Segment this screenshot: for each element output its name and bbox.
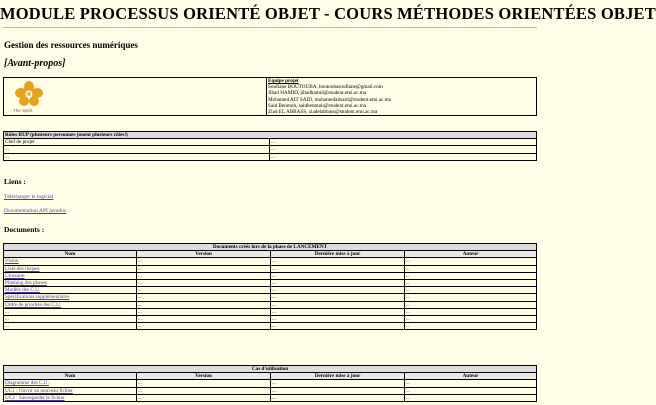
table-row: [4, 301, 537, 308]
use-cases-table-title: Cas d'utilisation: [4, 366, 537, 373]
column-header-nom: Nom: [4, 251, 137, 258]
table-cell: ...: [137, 387, 271, 394]
uc-link-diagramme[interactable]: Diagramme des C.U.: [5, 380, 49, 387]
team-title: Equipe projet: [268, 78, 299, 84]
doc-link-modele-cu[interactable]: Modèle des C.U.: [5, 287, 41, 294]
table-cell: ...: [405, 294, 537, 301]
column-header-auteur: Auteur: [405, 251, 537, 258]
table-cell: ...: [271, 272, 405, 279]
table-cell: ...: [137, 301, 271, 308]
table-cell: ...: [270, 146, 537, 153]
table-cell: ...: [271, 301, 405, 308]
table-cell: Chef de projet: [4, 139, 270, 146]
table-cell: ...: [4, 146, 270, 153]
doc-link-glossaire[interactable]: Glossaire: [5, 272, 25, 279]
table-cell: ...: [405, 380, 537, 387]
column-header-version: Version: [137, 251, 271, 258]
table-cell: ...: [405, 280, 537, 287]
logo-text: The Spirit: [13, 108, 33, 114]
doc-link-priorites[interactable]: Ordre de priorités des C.U.: [5, 301, 62, 308]
table-row: [4, 146, 537, 153]
table-row: [4, 258, 537, 265]
table-cell: ...: [270, 139, 537, 146]
table-cell: ...: [271, 394, 405, 401]
table-cell: ...: [271, 294, 405, 301]
download-link[interactable]: Télécharger le logiciel: [4, 194, 54, 200]
column-header-date: Dernière mise à jour: [271, 373, 405, 380]
roles-table: [3, 131, 537, 161]
table-cell: ...: [271, 316, 405, 323]
team-member: Said Benmoh, saidbenmoh@student.emi.ac.ma: [268, 102, 367, 109]
doc-link-risques[interactable]: Liste des risques: [5, 265, 40, 272]
roles-header: Rôles RUP (plusieurs personnes jouent plusieurs rôles!): [4, 132, 537, 139]
table-cell: ...: [271, 387, 405, 394]
table-row: [4, 139, 537, 146]
section-title: Gestion des ressources numériques: [4, 40, 138, 50]
title-divider: [3, 27, 537, 28]
table-cell: ...: [405, 258, 537, 265]
table-cell: ...: [405, 308, 537, 315]
documents-heading: Documents :: [4, 225, 45, 234]
table-cell: ...: [271, 265, 405, 272]
table-row: [4, 280, 537, 287]
table-cell: ...: [271, 280, 405, 287]
table-cell: ...: [137, 294, 271, 301]
table-row: [4, 294, 537, 301]
uc-link-uc2[interactable]: UC2 : Sauvegarder le fichier: [5, 394, 65, 401]
table-cell: ...: [271, 287, 405, 294]
table-cell: ...: [405, 394, 537, 401]
flower-logo-icon: [9, 79, 49, 109]
doc-link-specifications[interactable]: Spécifications supplémentaires: [5, 294, 70, 301]
doc-link-planning[interactable]: Planning des phases: [5, 280, 47, 287]
spirit-logo: [9, 79, 57, 115]
table-cell: ...: [4, 316, 137, 323]
team-member: Jihad HAMID, jihadhamid@student.emi.ac.ma: [268, 90, 367, 97]
table-cell: ...: [137, 323, 271, 330]
documents-table-title: Documents créés lors de la phase de LANCEMENT: [4, 244, 537, 251]
table-cell: ...: [271, 323, 405, 330]
table-cell: ...: [4, 308, 137, 315]
column-header-auteur: Auteur: [405, 373, 537, 380]
table-row: [4, 316, 537, 323]
column-header-nom: Nom: [4, 373, 137, 380]
uc-link-uc1[interactable]: UC1 : Ouvrir un nouveau fichier: [5, 387, 73, 394]
table-row: [4, 153, 537, 160]
table-cell: ...: [405, 316, 537, 323]
table-cell: ...: [137, 287, 271, 294]
page-title: MODULE PROCESSUS ORIENTÉ OBJET - COURS MÉTHODES ORIENTÉES OBJET: [0, 4, 656, 23]
column-header-date: Dernière mise à jour: [271, 251, 405, 258]
table-cell: ...: [405, 301, 537, 308]
javadoc-link[interactable]: Documentation API javadoc: [4, 208, 67, 214]
logo-cell: [4, 78, 267, 116]
table-cell: ...: [271, 380, 405, 387]
table-row: [4, 387, 537, 394]
table-cell: ...: [271, 308, 405, 315]
avant-propos-heading: [Avant-propos]: [4, 58, 66, 69]
table-row: [4, 308, 537, 315]
table-cell: ...: [4, 153, 270, 160]
table-cell: ...: [137, 280, 271, 287]
table-cell: ...: [405, 272, 537, 279]
table-row: [4, 272, 537, 279]
table-row: [4, 380, 537, 387]
table-cell: ...: [405, 323, 537, 330]
team-cell: [267, 78, 537, 116]
table-cell: ...: [137, 272, 271, 279]
table-cell: ...: [405, 387, 537, 394]
liens-heading: Liens :: [4, 177, 26, 186]
table-cell: ...: [405, 265, 537, 272]
table-cell: ...: [405, 287, 537, 294]
table-row: [4, 265, 537, 272]
table-cell: ...: [271, 258, 405, 265]
credits-table: [3, 77, 537, 116]
table-cell: ...: [137, 394, 271, 401]
table-row: [4, 287, 537, 294]
table-cell: ...: [137, 265, 271, 272]
table-row: [4, 323, 537, 330]
table-cell: ...: [137, 380, 271, 387]
table-row: [4, 394, 537, 401]
team-member: Mohamed AIT SAID, mohamedaitsaid@student.emi.ac.ma: [268, 96, 391, 103]
table-cell: ...: [270, 153, 537, 160]
team-member: Soufiane BOUTOUBA, boutoubasoufiane@gmail.com: [268, 84, 383, 91]
column-header-version: Version: [137, 373, 271, 380]
table-cell: ...: [137, 258, 271, 265]
use-cases-table: [3, 365, 537, 402]
team-member: Ziad EL ABBASS, ziadelabbass@student.emi.ac.ma: [268, 109, 378, 116]
table-cell: ...: [137, 308, 271, 315]
table-cell: ...: [137, 316, 271, 323]
table-cell: ...: [4, 323, 137, 330]
doc-link-vision[interactable]: Vision: [5, 258, 19, 265]
documents-table: [3, 243, 537, 330]
